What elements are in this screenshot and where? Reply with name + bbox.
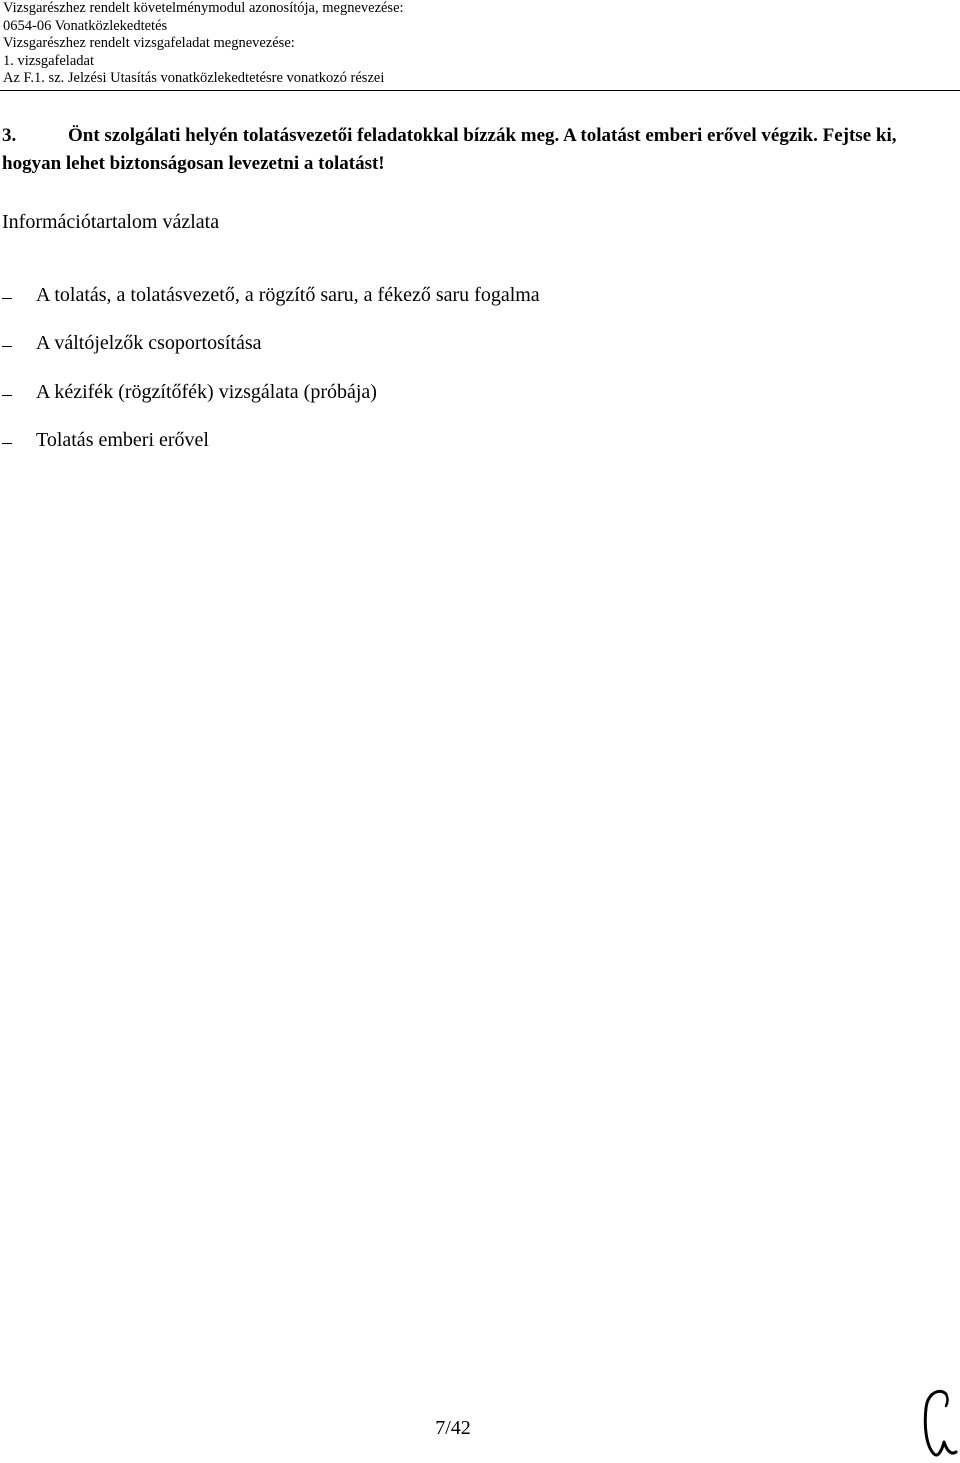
question-block	[2, 122, 942, 177]
page-number: 7/42	[435, 1417, 471, 1439]
list-item-text: Tolatás emberi erővel	[36, 428, 209, 451]
list-item-text: A váltójelzők csoportosítása	[36, 332, 262, 355]
question-text: Önt szolgálati helyén tolatásvezetői feladatokkal bízzák meg. A tolatást emberi erővel végzik. Fejtse ki, hogyan lehet biztonságosan levezetni a tolatást!	[2, 125, 897, 174]
handwritten-initial-icon	[918, 1386, 958, 1458]
dash-bullet-icon	[2, 395, 12, 396]
list-item-text: A tolatás, a tolatásvezető, a rögzítő saru, a fékező saru fogalma	[36, 284, 540, 306]
header-module-label: Vizsgarészhez rendelt követelménymodul azonosítója, megnevezése:	[3, 0, 404, 16]
dash-bullet-icon	[2, 346, 12, 347]
document-header	[3, 0, 943, 88]
list-item-text: A kézifék (rögzítőfék) vizsgálata (próbája)	[36, 380, 377, 403]
outline-title: Információtartalom vázlata	[2, 211, 220, 233]
header-divider	[0, 90, 960, 91]
header-task-label: Vizsgarészhez rendelt vizsgafeladat megnevezése:	[3, 35, 295, 52]
dash-bullet-icon	[2, 298, 12, 299]
question-number: 3.	[2, 125, 17, 146]
header-module-value: 0654-06 Vonatközlekedtetés	[3, 17, 168, 34]
header-topic: Az F.1. sz. Jelzési Utasítás vonatközlekedtetésre vonatkozó részei	[3, 70, 385, 87]
header-task-value: 1. vizsgafeladat	[3, 52, 94, 69]
dash-bullet-icon	[2, 443, 12, 444]
